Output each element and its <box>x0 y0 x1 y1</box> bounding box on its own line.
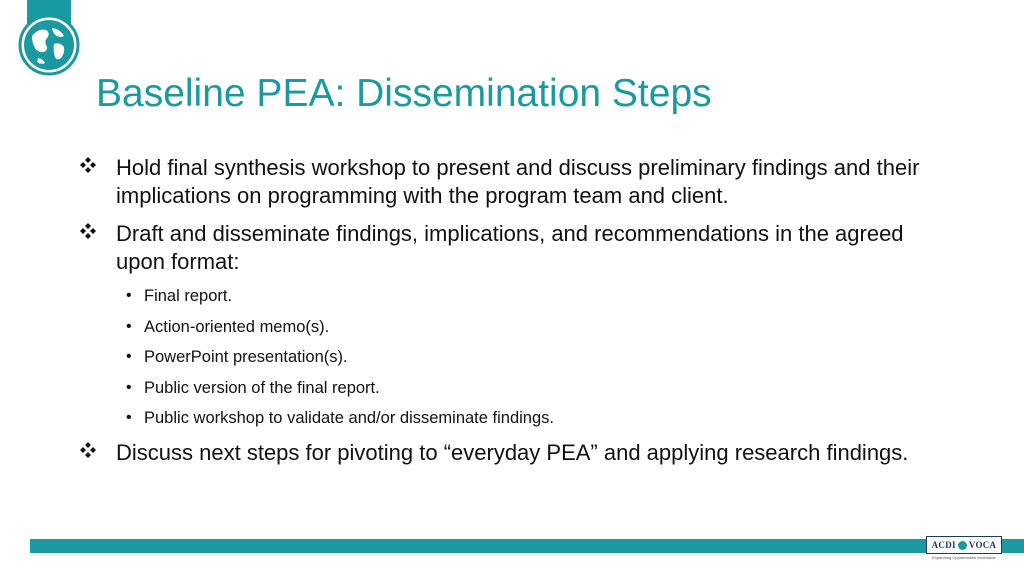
sub-bullet-item <box>76 286 956 306</box>
sub-bullet-dot: • <box>126 378 132 396</box>
sub-bullet-text: Public workshop to validate and/or disseminate findings. <box>144 409 554 427</box>
sub-bullet-dot: • <box>126 317 132 335</box>
diamond-bullet-icon <box>79 222 97 240</box>
diamond-bullet-icon <box>79 441 97 459</box>
sub-bullet-text: Public version of the final report. <box>144 378 380 397</box>
acdi-voca-logo <box>926 536 1002 554</box>
bullet-item <box>76 154 956 210</box>
sub-bullet-text: Final report. <box>144 287 233 305</box>
footer-bar <box>30 539 1024 553</box>
logo-globe-icon <box>958 541 967 550</box>
globe-icon <box>18 14 80 76</box>
sub-bullet-text: Action-oriented memo(s). <box>144 317 330 336</box>
bullet-text: Draft and disseminate findings, implications, and recommendations in the agreed upon format: <box>116 221 904 274</box>
sub-bullet-item <box>76 347 956 367</box>
sub-bullet-text: PowerPoint presentation(s). <box>144 348 348 366</box>
logo-left-text: ACDI <box>931 540 956 550</box>
logo-tagline: Expanding Opportunities Worldwide <box>932 555 996 560</box>
sub-bullet-dot: • <box>126 348 132 365</box>
bullet-item <box>76 439 956 467</box>
bullet-item <box>76 220 956 276</box>
sub-bullet-dot: • <box>126 409 132 426</box>
bullet-text: Discuss next steps for pivoting to “everyday PEA” and applying research findings. <box>116 439 909 465</box>
sub-bullet-item <box>76 378 956 398</box>
sub-bullet-item <box>76 317 956 337</box>
diamond-bullet-icon <box>79 156 97 174</box>
bullet-list <box>76 154 956 477</box>
logo-right-text: VOCA <box>968 540 997 550</box>
sub-bullet-item <box>76 408 956 428</box>
bullet-text: Hold final synthesis workshop to present and discuss preliminary findings and their implications on programming with the program team and client. <box>116 155 920 208</box>
sub-bullet-list <box>76 286 956 428</box>
sub-bullet-dot: • <box>126 287 132 304</box>
slide-title: Baseline PEA: Dissemination Steps <box>96 72 712 115</box>
